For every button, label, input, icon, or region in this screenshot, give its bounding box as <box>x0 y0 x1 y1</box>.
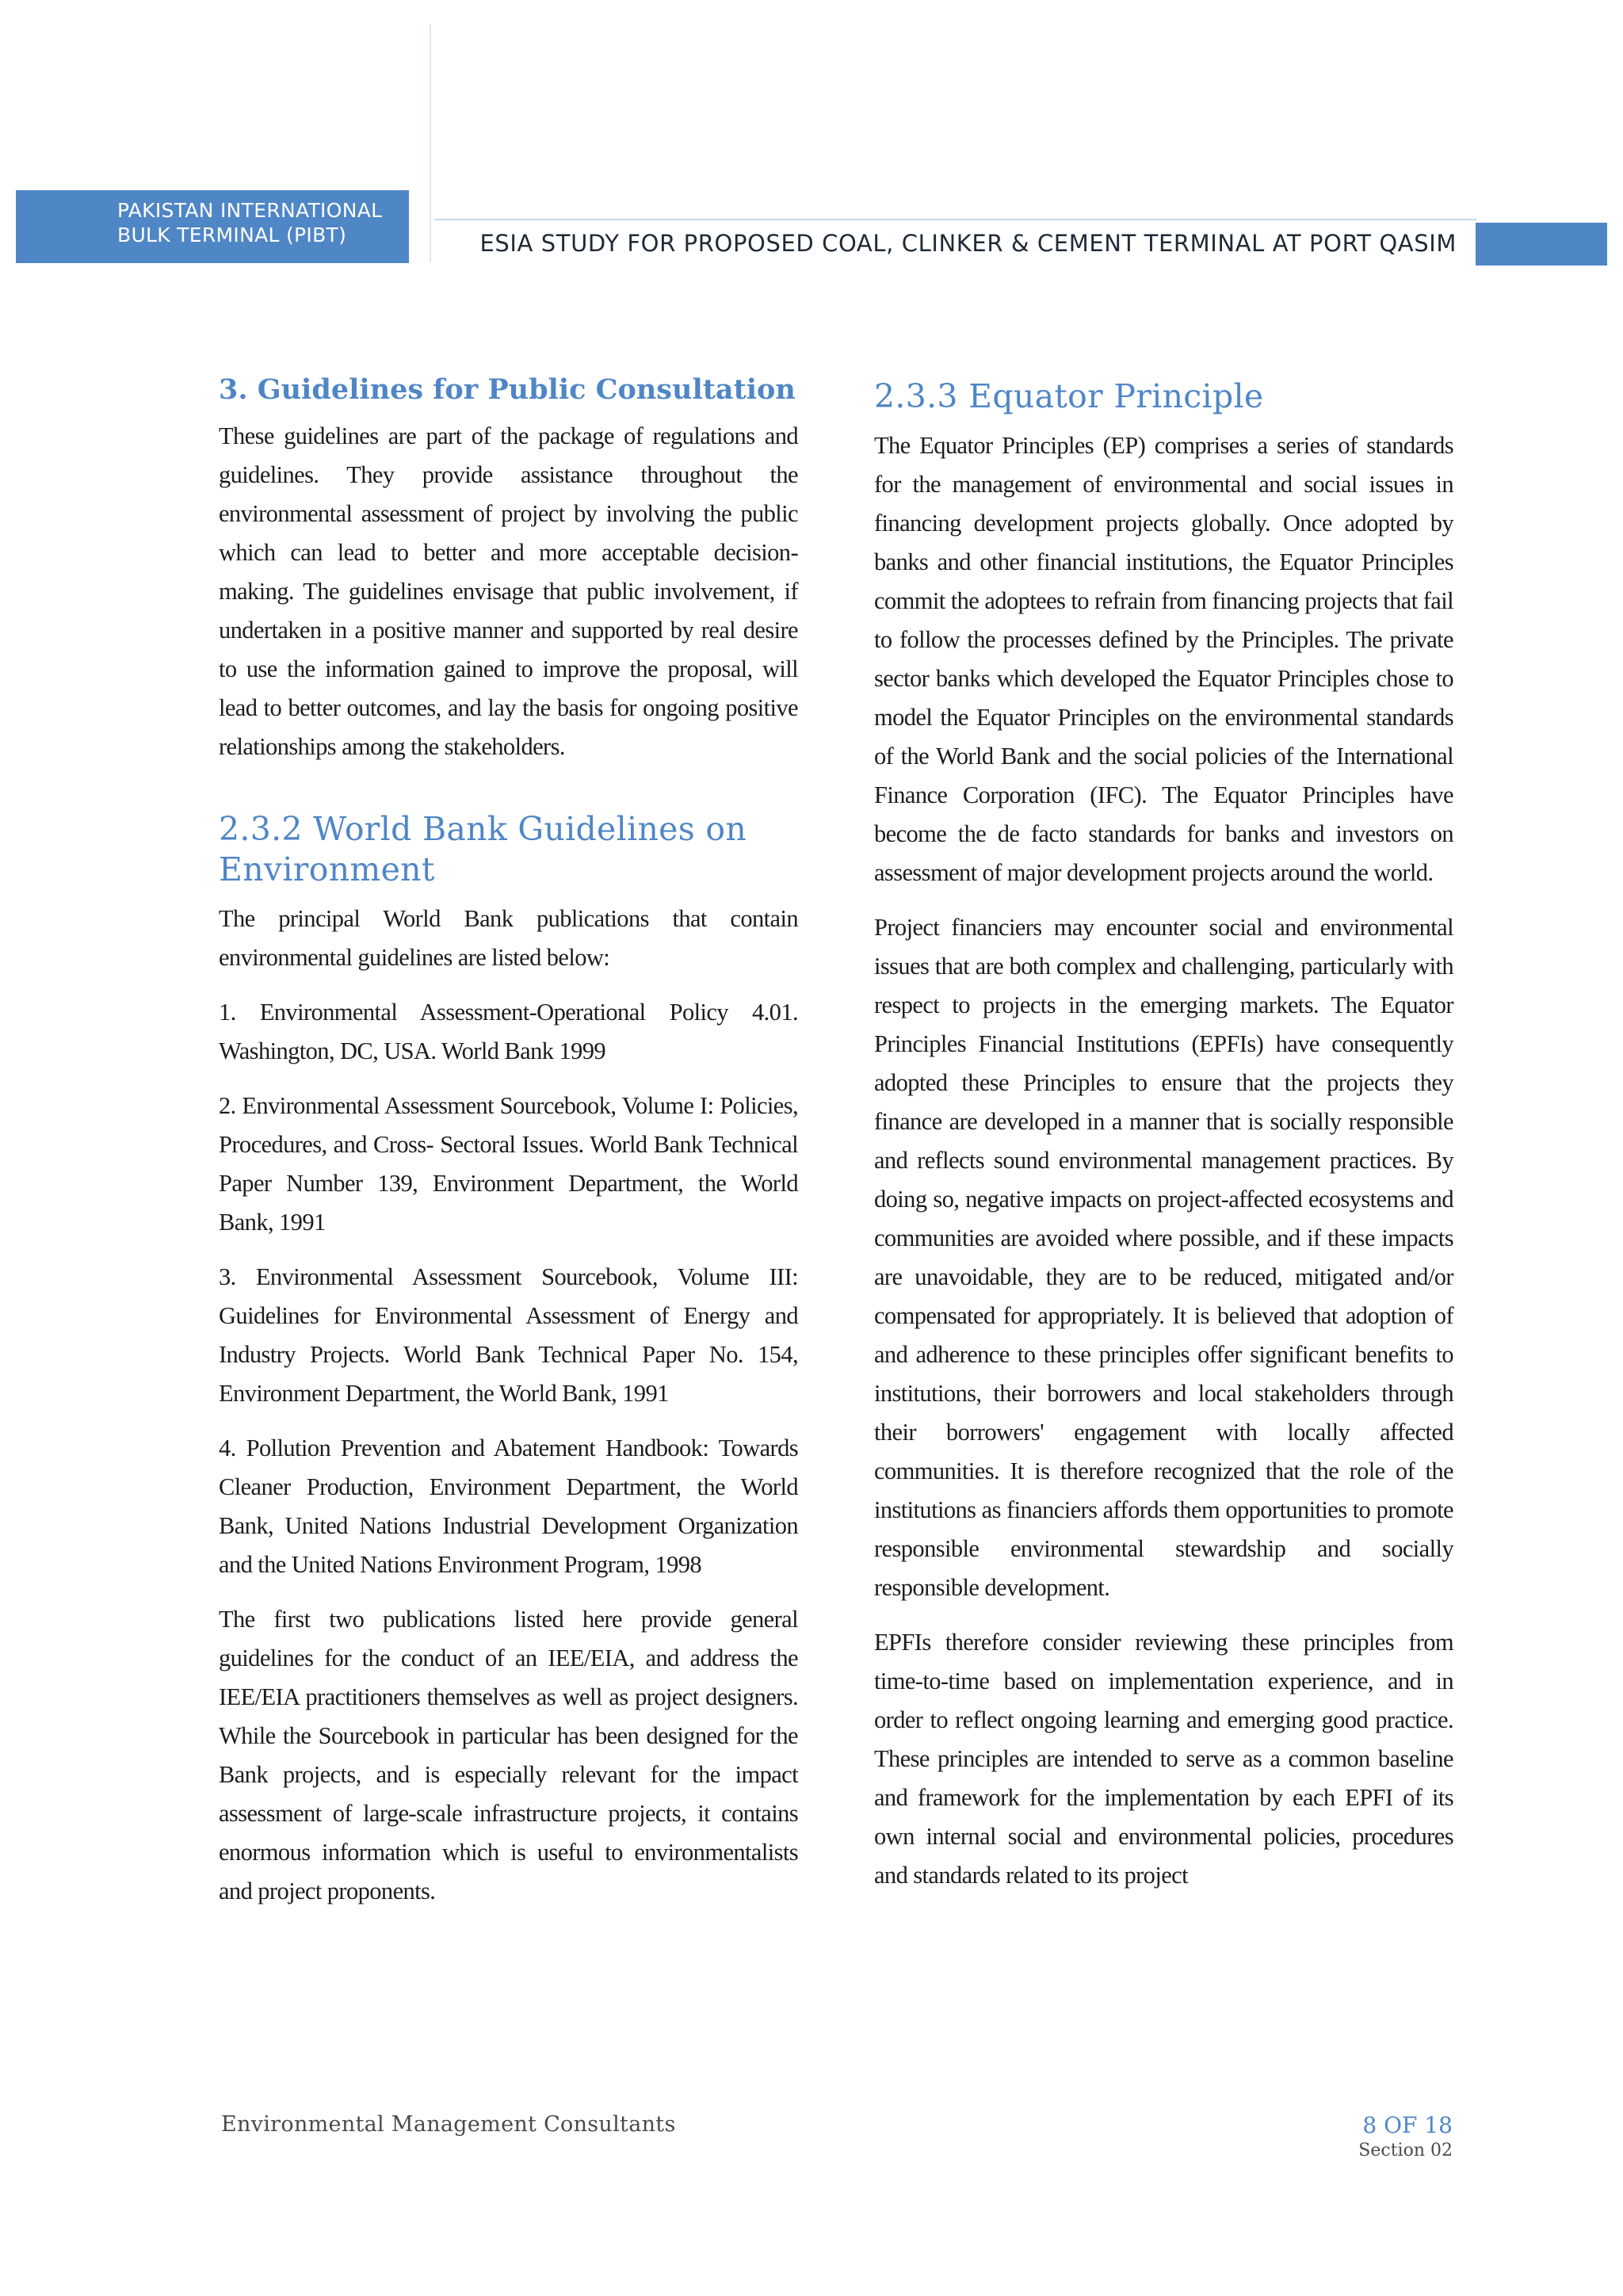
document-title: ESIA STUDY FOR PROPOSED COAL, CLINKER & CEMENT TERMINAL AT PORT QASIM <box>479 230 1457 257</box>
list-item: 4. Pollution Prevention and Abatement Handbook: Towards Cleaner Production, Environment Department, the World Bank, United Nations Industrial Development Organization and the United Nations Environment Program, 1998 <box>219 1435 798 1578</box>
heading-world-bank-guidelines <box>219 809 798 890</box>
heading-world-bank-line-1: 2.3.2 World Bank Guidelines on <box>219 810 747 848</box>
page-number: 8 OF 18 <box>1362 2112 1453 2138</box>
header-vertical-rule <box>430 24 431 262</box>
right-column <box>874 376 1453 1911</box>
list-item: 1. Environmental Assessment-Operational Policy 4.01. Washington, DC, USA. World Bank 1999 <box>219 999 798 1064</box>
paragraph-epfi-review: EPFIs therefore consider reviewing these principles from time-to-time based on implementation experience, and in order to reflect ongoing learning and emerging good practice. These principles are intended to serve as a common baseline and framework for the implementation by each EPFI of its own internal social and environmental policies, procedures and standards related to its project <box>874 1629 1453 1889</box>
header-accent-block <box>1476 223 1607 266</box>
section-label: Section 02 <box>1358 2141 1453 2160</box>
paragraph-equator-overview: The Equator Principles (EP) comprises a series of standards for the management of environmental and social issues in financing development projects globally. Once adopted by banks and other financial institutions, the Equator Principles commit the adoptees to refrain from financing projects that fail to follow the processes defined by the Principles. The private sector banks which developed the Equator Principles chose to model the Equator Principles on the environmental standards of the World Bank and the social policies of the International Finance Corporation (IFC). The Equator Principles have become the de facto standards for banks and investors on assessment of major development projects around the world. <box>874 432 1453 886</box>
list-item: 2. Environmental Assessment Sourcebook, Volume I: Policies, Procedures, and Cross- Sectoral Issues. World Bank Technical Paper Number 139, Environment Department, the World Bank, 1991 <box>219 1092 798 1236</box>
organization-name-line-2: BULK TERMINAL (PIBT) <box>117 223 347 246</box>
paragraph-world-bank-intro: The principal World Bank publications that contain environmental guidelines are listed below: <box>219 905 798 971</box>
left-column <box>219 372 798 1927</box>
paragraph-publications-summary: The first two publications listed here provide general guidelines for the conduct of an IEE/EIA, and address the IEE/EIA practitioners themselves as well as project designers. While the Sourcebook in particular has been designed for the Bank projects, and is especially relevant for the impact assessment of large-scale infrastructure projects, it contains enormous information which is useful to environmentalists and project proponents. <box>219 1606 798 1904</box>
footer-page-info <box>1358 2112 1453 2163</box>
footer-consultant-name: Environmental Management Consultants <box>221 2112 676 2137</box>
organization-banner <box>16 190 409 263</box>
organization-name-line-1: PAKISTAN INTERNATIONAL <box>117 199 383 222</box>
paragraph-public-consultation: These guidelines are part of the package of regulations and guidelines. They provide assistance throughout the environmental assessment of project by involving the public which can lead to better and more acceptable decision-making. The guidelines envisage that public involvement, if undertaken in a positive manner and supported by real desire to use the information gained to improve the proposal, will lead to better outcomes, and lay the basis for ongoing positive relationships among the stakeholders. <box>219 422 798 760</box>
heading-equator-principle: 2.3.3 Equator Principle <box>874 377 1264 415</box>
heading-world-bank-line-2: Environment <box>219 850 435 888</box>
paragraph-project-financiers: Project financiers may encounter social and environmental issues that are both complex and challenging, particularly with respect to projects in the emerging markets. The Equator Principles Financial Institutions (EPFIs) have consequently adopted these Principles to ensure that the projects they finance are developed in a manner that is socially responsible and reflects sound environmental management practices. By doing so, negative impacts on project-affected ecosystems and communities are avoided where possible, and if these impacts are unavoidable, they are to be reduced, mitigated and/or compensated for appropriately. It is believed that adoption of and adherence to these principles offer significant benefits to institutions, their borrowers and local stakeholders through their borrowers' engagement with locally affected communities. It is therefore recognized that the role of the institutions as financiers affords them opportunities to promote responsible environmental stewardship and socially responsible development. <box>874 914 1453 1601</box>
header-horizontal-rule <box>434 219 1476 220</box>
list-item: 3. Environmental Assessment Sourcebook, Volume III: Guidelines for Environmental Assessment of Energy and Industry Projects. World Bank Technical Paper No. 154, Environment Department, the World Bank, 1991 <box>219 1263 798 1407</box>
heading-public-consultation: 3. Guidelines for Public Consultation <box>219 373 796 406</box>
